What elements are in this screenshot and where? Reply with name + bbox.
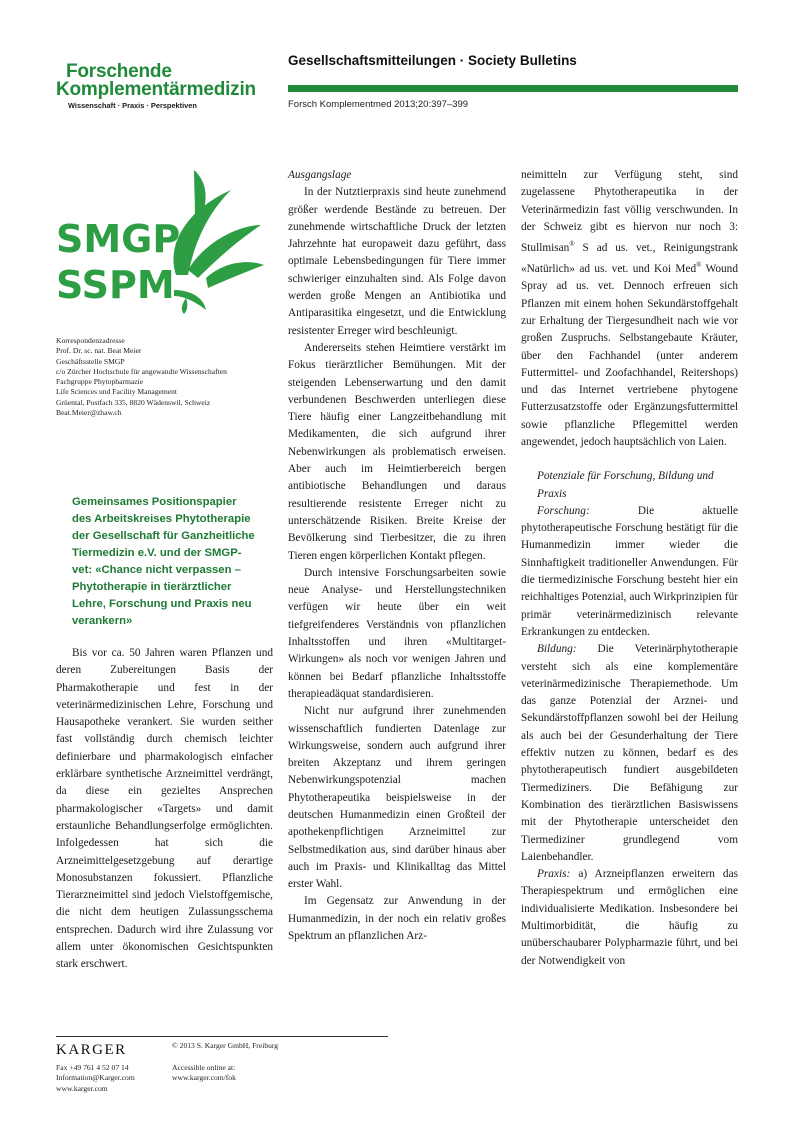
title-line: der Gesellschaft für Ganzheitliche [72,530,255,542]
text-run: Wound Spray ad us. vet. Dennoch erfreuen sich Pflanzen mit einem hohen Sekundärstoffgehalt zur Erhaltung der Tiergesundheit nach wie vor großen Zuspruchs. Selbstangebaute Kräuter, über den Fachhandel (unter anderem Futtermittel- und Zoofachhandel, Reitershops) und das Internet vertriebene phytogene Futterzusatzstoffe oder Ergänzungsfuttermittel sowie pflanzliche Pflegemittel werden angewendet, jedoch hauptsächlich von Laien. [521,263,738,448]
corr-email: Beat.Meier@zhaw.ch [56,408,122,418]
publisher-email-link[interactable]: Information@Karger.com [56,1073,135,1083]
journal-brand-line2: Komplementärmedizin [56,79,256,100]
publisher-contact [56,1063,135,1094]
journal-url-link[interactable]: www.karger.com/fok [172,1073,236,1083]
paragraph [521,503,738,641]
text-run: S ad us. vet., Reinigungstrank «Natürlich» ad us. vet. und Koi Med [521,241,738,276]
logo-text-smgp: SMGP [56,217,181,261]
title-line: Phytotherapie in tierärztlicher [72,581,232,593]
paragraph: Nicht nur aufgrund ihrer zunehmenden wissenschaftlich fundierten Datenlage zur Wirkungsweise, sondern auch aufgrund ihrer breiten Akzeptanz und ihrem geringen Nebenwirkungspotenzial machen Phytotherapeutika beispielsweise in der deutschen Humanmedizin einen Großteil der apothekenpflichtigen Arzneimittel zur Selbstmedikation aus, sind darüber hinaus aber auch im Praxis- und Klinikalltag das Mittel erster Wahl. [288,705,506,891]
publisher-logo: KARGER [56,1042,127,1058]
title-line: Tiermedizin e.V. und der SMGP- [72,547,242,559]
correspondence-address [56,336,266,418]
body-column-3 [521,167,738,970]
header-divider-bar [288,85,738,92]
journal-brand-subtitle: Wissenschaft · Praxis · Perspektiven [68,101,197,110]
journal-brand-line1: Forschende [66,61,172,82]
corr-line: Grüental, Postfach 335, 8820 Wädenswil, Schweiz [56,397,211,407]
corr-line: Prof. Dr. sc. nat. Beat Meier [56,346,142,356]
title-line: des Arbeitskreises Phytotherapie [72,513,251,525]
label-praxis: Praxis: [537,868,571,881]
title-line: vet: «Chance nicht verpassen – [72,564,241,576]
access-label: Accessible online at: [172,1063,236,1072]
corr-line: c/o Zürcher Hochschule für angewandte Wissenschaften [56,366,227,376]
footer-divider [56,1036,388,1037]
position-paper-title [72,494,282,630]
paragraph [521,167,738,451]
text-run: a) Arzneipflanzen erweitern das Therapiespektrum und ermöglichen eine individualisierte Medikation. Insbesondere bei Multimorbidität, die häufig zu unüberschaubarer Polypharmazie führt, und bei der Notwendigkeit von [521,868,738,967]
text-run: neimitteln zur Verfügung steht, sind zugelassene Phytotherapeutika in der Veterinärmedizin fast völlig verschwunden. In der Schweiz gibt es hiervon nur noch 3: Stullmisan [521,169,738,254]
online-access [172,1063,236,1084]
heading-ausgangslage: Ausgangslage [288,169,352,181]
section-title: Gesellschaftsmitteilungen · Society Bulletins [288,53,577,68]
paragraph: Durch intensive Forschungsarbeiten sowie neue Analyse- und Herstellungstechniken verfügen wir heute über ein weit tiefgreifenderes Verständnis von pflanzlichen Inhaltsstoffen und ihren «Multitarget-Wirkungen» als noch vor wenigen Jahren und können bei Bedarf pflanzliche Inhaltsstoffe therapieadäquat standardisieren. [288,566,506,700]
text-run: Die aktuelle phytotherapeutische Forschung bestätigt für die Humanmedizin immer wieder die Sinnhaftigkeit traditioneller Anwendungen. Für die tiermedizinische Forschung besteht hier ein reichhaltiges Potenzial, auch Wirkprinzipien für primär veterinärmedizinisch relevante Erkrankungen zu entdecken. [521,504,738,638]
paragraph: In der Nutztierpraxis sind heute zunehmend größer werdende Bestände zu betreuen. Der zunehmende wirtschaftliche Druck der letzten Jahrzehnte hat europaweit dazu geführt, dass optimale Lebensbedingungen für Tiere immer schwieriger einzuhalten sind. Als Folge davon werden große Mengen an Antibiotika und Antiparasitika eingesetzt, und die Entwicklung resistenter Erreger wird beschleunigt. [288,186,506,337]
title-line: Gemeinsames Positionspapier [72,496,237,508]
paragraph: Im Gegensatz zur Anwendung in der Humanmedizin, in der noch ein relativ großes Spektrum an pflanzlichen Arz- [288,895,506,943]
publisher-web-link[interactable]: www.karger.com [56,1083,108,1093]
corr-line: Fachgruppe Phytopharmazie [56,377,144,387]
corr-line: Geschäftsstelle SMGP [56,356,125,366]
body-column-2 [288,167,506,945]
fax: Fax +49 761 4 52 07 14 [56,1063,129,1072]
logo-text-sspm: SSPM [56,263,175,307]
copyright: © 2013 S. Karger GmbH, Freiburg [172,1041,279,1050]
body-column-1 [56,645,273,974]
corr-line: Life Sciences und Facility Management [56,387,178,397]
title-line: verankern» [72,615,133,627]
heading-potenziale: Potenziale für Forschung, Bildung und Praxis [537,470,714,500]
corr-line: Korrespondenzadresse [56,336,125,345]
paragraph: Andererseits stehen Heimtiere verstärkt im Fokus tierärztlicher Bemühungen. Mit der steigenden Lebenserwartung und den damit verbundenen Beschwerden unterliegen diese Tiere häufig einer Langzeitbehandlung mit Medikamenten, die sich aufgrund ihrer Nebenwirkungen als problematisch erweisen. Aber auch im Heimtierbereich bergen antibiotische Behandlungen und daraus resultierende resistente Erreger nicht zu unterschätzende Risiken. Breite Kreise der Bevölkerung sind Tierbesitzer, die zu ihren Tieren engen körperlichen Kontakt pflegen. [288,341,506,562]
label-forschung: Forschung: [537,504,590,517]
intro-paragraph: Bis vor ca. 50 Jahren waren Pflanzen und deren Zubereitungen Basis der Pharmakotherapie und fest in der veterinärmedizinischen Lehre, Forschung und Hausapotheke verankert. Sie wurden seither fast vollständig durch chemisch leichter definierbare und pharmakologisch einfacher erklärbare synthetische Arzneimittel verdrängt, da diese ein gezieltes Ansprechen pharmakologischer «Targets» und damit erstaunliche Behandlungserfolge ermöglichten. Infolgedessen hat sich die Arzneimittelgesetzgebung auf derartige Monosubstanzen fokussiert. Pflanzliche Tierarzneimittel sind jedoch Vielstoffgemische, die nicht dem heutigen Zulassungsschema entsprechen. Dadurch wird ihre Zulassung vor allem unter ökonomischen Gesichtspunkten stark erschwert. [56,647,273,971]
paragraph [521,641,738,866]
paragraph [521,866,738,970]
registered-mark: ® [569,240,575,249]
journal-citation: Forsch Komplementmed 2013;20:397–399 [288,99,469,110]
text-run: Die Veterinärphytotherapie versteht sich als eine komplementäre veterinärmedizinische Therapiemethode. Um das ganze Potenzial der Arznei- und Sekundärstoffpflanzen sowohl bei der Heilung als auch bei der Gesunderhaltung der Tiere effektiv nutzen zu können, bedarf es des phytotherapeutisch fundiert ausgebildeten Tiermediziners. Die Befähigung zur Kombination des tierärztlichen Basiswissens mit der Phytotherapie unterscheidet den Tiermediziner grundlegend vom Laienbehandler. [521,643,738,863]
label-bildung: Bildung: [537,643,577,656]
leaf-emblem-icon [173,170,264,314]
title-line: Lehre, Forschung und Praxis neu [72,598,252,610]
registered-mark: ® [696,261,702,270]
smgp-sspm-logo [56,170,266,320]
